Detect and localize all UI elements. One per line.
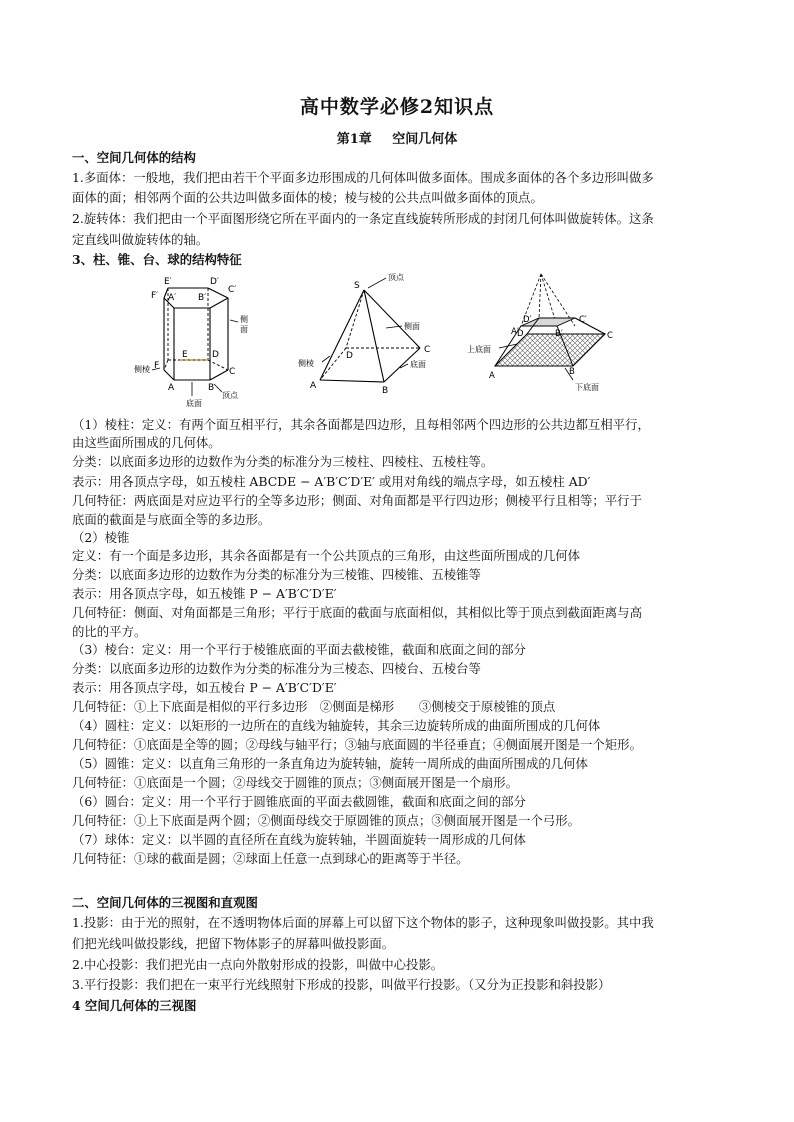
label-lateral-face: 侧面 <box>404 322 420 331</box>
text-line: 几何特征：①球的截面是圆；②球面上任意一点到球心的距离等于半径。 <box>72 851 469 866</box>
label-c: C <box>607 331 613 341</box>
chapter-name: 空间几何体 <box>392 132 458 147</box>
subsection-heading: 3、柱、锥、台、球的结构特征 <box>72 252 242 267</box>
frustum-figure <box>465 268 625 398</box>
text-line: （1）棱柱：定义：有两个面互相平行，其余各面都是四边形，且每相邻两个四边形的公共边都互相平行， <box>72 417 650 432</box>
chapter-number: 第1章 <box>336 132 372 147</box>
text-line: 表示：用各顶点字母，如五棱锥 P − A′B′C′D′E′ <box>72 586 337 601</box>
text-line: 几何特征：①上下底面是相似的平行多边形 ②侧面是梯形 ③侧棱交于原棱锥的顶点 <box>72 699 556 714</box>
text-line: 分类：以底面多边形的边数作为分类的标准分为三棱柱、四棱柱、五棱柱等。 <box>72 454 494 469</box>
label-d: D <box>517 329 524 339</box>
label-side-2: 面 <box>240 325 248 334</box>
pyramid-figure <box>290 268 450 398</box>
label-c: C <box>424 345 431 355</box>
label-f: F <box>154 361 160 371</box>
text-line: 几何特征：①上下底面是两个圆；②侧面母线交于原圆锥的顶点；③侧面展开图是一个弓形。 <box>72 813 581 828</box>
text-line: （7）球体：定义：以半圆的直径所在直线为旋转轴，半圆面旋转一周形成的几何体 <box>72 832 526 847</box>
text-line: 2.中心投影：我们把光由一点向外散射形成的投影，叫做中心投影。 <box>72 957 444 972</box>
label-base: 底面 <box>410 360 426 369</box>
label-d: D <box>212 350 219 360</box>
label-base: 底面 <box>186 399 202 408</box>
text-line: （6）圆台：定义：用一个平行于圆锥底面的平面去截圆锥，截面和底面之间的部分 <box>72 794 526 809</box>
text-line: 分类：以底面多边形的边数作为分类的标准分为三棱锥、四棱锥、五棱锥等 <box>72 567 481 582</box>
text-line: 面体的面；相邻两个面的公共边叫做多面体的棱；棱与棱的公共点叫做多面体的顶点。 <box>72 190 543 205</box>
text-line: 定直线叫做旋转体的轴。 <box>72 232 209 247</box>
label-lateral-edge: 侧棱 <box>298 359 314 368</box>
label-d-prime: D′ <box>210 277 219 287</box>
chapter-heading <box>0 128 794 147</box>
text-line: 由这些面所围成的几何体。 <box>72 435 221 450</box>
label-e: E <box>182 350 188 360</box>
text-line: 定义：有一个面是多边形，其余各面都是有一个公共顶点的三角形，由这些面所围成的几何体 <box>72 548 581 563</box>
text-line: 几何特征：两底面是对应边平行的全等多边形；侧面、对角面都是平行四边形；侧棱平行且相等；平行于 <box>72 493 642 508</box>
label-a-prime: A′ <box>511 327 519 337</box>
text-line: 们把光线叫做投影线，把留下物体影子的屏幕叫做投影面。 <box>72 936 395 951</box>
text-line: 表示：用各顶点字母，如五棱台 P − A′B′C′D′E′ <box>72 680 337 695</box>
label-e-prime: E′ <box>164 277 172 287</box>
label-b-prime: B′ <box>198 293 207 303</box>
label-b: B <box>208 383 215 393</box>
label-d: D <box>346 351 353 361</box>
text-line: 2.旋转体：我们把由一个平面图形绕它所在平面内的一条定直线旋转所形成的封闭几何体叫做旋转体。这条 <box>72 211 654 226</box>
label-lower-base: 下底面 <box>575 383 599 392</box>
text-line: 几何特征：①底面是一个圆；②母线交于圆锥的顶点；③侧面展开图是一个扇形。 <box>72 775 519 790</box>
text-line: 1.多面体：一般地，我们把由若干个平面多边形围成的几何体叫做多面体。围成多面体的各个多边形叫做多 <box>72 170 654 185</box>
text-line: 3.平行投影：我们把在一束平行光线照射下形成的投影，叫做平行投影。（又分为正投影和斜投影） <box>72 977 611 992</box>
page-title: 高中数学必修2知识点 <box>299 96 495 118</box>
label-f-prime: F′ <box>151 291 159 301</box>
text-line: （4）圆柱：定义：以矩形的一边所在的直线为轴旋转，其余三边旋转所成的曲面所围成的几何体 <box>72 718 601 733</box>
subsection-heading: 4 空间几何体的三视图 <box>72 998 197 1013</box>
text-line: 几何特征：侧面、对角面都是三角形；平行于底面的截面与底面相似，其相似比等于顶点到截面距离与高 <box>72 605 642 620</box>
label-d-prime: D′ <box>523 315 532 325</box>
label-a: A <box>168 383 175 393</box>
section-heading: 二、空间几何体的三视图和直观图 <box>72 895 258 910</box>
label-side-edge: 侧棱 <box>134 365 150 374</box>
section-heading: 一、空间几何体的结构 <box>72 150 196 165</box>
label-c-prime: C′ <box>579 315 587 325</box>
prism-figure <box>130 270 270 410</box>
label-b: B <box>569 367 575 377</box>
label-upper-base: 上底面 <box>467 345 491 354</box>
text-line: 的比的平方。 <box>72 624 147 639</box>
label-side-1: 侧 <box>240 315 248 324</box>
text-line: 底面的截面是与底面全等的多边形。 <box>72 512 271 527</box>
label-a: A <box>489 371 495 381</box>
label-vertex: 顶点 <box>388 273 404 282</box>
label-c: C <box>229 367 236 377</box>
text-line: （5）圆锥：定义：以直角三角形的一条直角边为旋转轴，旋转一周所成的曲面所围成的几何体 <box>72 756 588 771</box>
label-a-prime: A′ <box>168 293 177 303</box>
label-b: B <box>382 386 389 396</box>
label-c-prime: C′ <box>228 285 237 295</box>
text-line: 1.投影：由于光的照射，在不透明物体后面的屏幕上可以留下这个物体的影子，这种现象叫做投影。其中我 <box>72 915 654 930</box>
label-vertex: 顶点 <box>222 391 238 400</box>
label-b-prime: B′ <box>555 329 563 339</box>
text-line: 分类：以底面多边形的边数作为分类的标准分为三棱态、四棱台、五棱台等 <box>72 661 481 676</box>
text-line: （3）棱台：定义：用一个平行于棱锥底面的平面去截棱锥，截面和底面之间的部分 <box>72 642 526 657</box>
text-line: （2）棱锥 <box>72 530 130 545</box>
text-line: 几何特征：①底面是全等的圆；②母线与轴平行；③轴与底面圆的半径垂直；④侧面展开图是一个矩形。 <box>72 737 642 752</box>
label-s: S <box>354 281 360 291</box>
text-line: 表示：用各顶点字母，如五棱柱 ABCDE − A′B′C′D′E′ 或用对角线的端点字母，如五棱柱 AD′ <box>72 474 591 489</box>
label-a: A <box>310 381 317 391</box>
